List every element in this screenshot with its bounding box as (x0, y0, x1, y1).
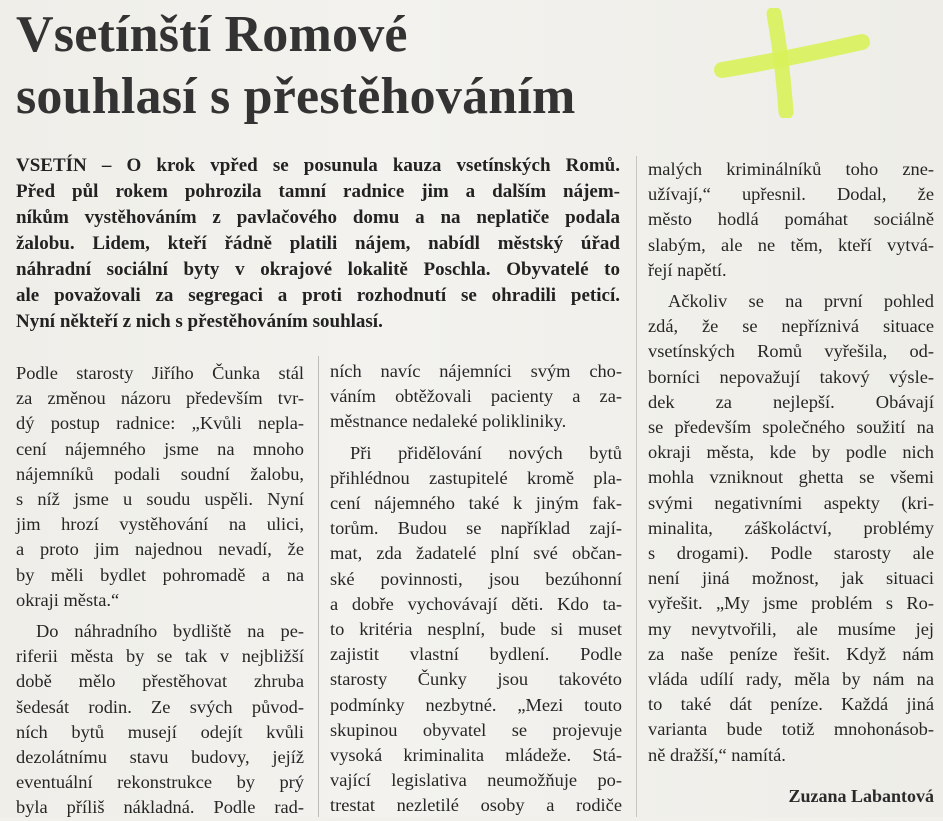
text-line: vající legislativa neumožňuje po- (330, 770, 622, 791)
text-line: řejí napětí. (648, 259, 727, 280)
text-line: trestat nezletilé osoby a rodiče (330, 795, 622, 816)
text-line: svými negativními aspekty (kri- (648, 492, 934, 513)
text-line: není jiná možnost, jak situaci (648, 568, 934, 589)
text-line: ně dražší,“ namítá. (648, 744, 786, 765)
text-line: cení nájemného jsme na mnoho (16, 438, 304, 459)
text-line: eventuální rekonstrukce by prý (16, 772, 304, 793)
column-divider (636, 156, 637, 817)
text-line: Před půl rokem pohrozila tamní radnice jim a dalším nájem- (16, 181, 620, 202)
text-line: Podle starosty Jiřího Čunka stál (16, 363, 304, 383)
text-line: užívají,“ upřesnil. Dodal, že (648, 184, 934, 205)
text-line: riferii města by se tak v nejbližší (16, 646, 304, 667)
headline-line-1: Vsetínští Romové (16, 6, 408, 63)
text-line: a dobře vychovávají děti. Kdo ta- (330, 593, 622, 614)
text-line: městnance nedaleké polikliniky. (330, 411, 567, 432)
text-line: váním obtěžovali pacienty a za- (330, 386, 622, 407)
article-column-2 (330, 359, 622, 819)
text-line: žalobu. Lidem, kteří řádně platili nájem, nabídl městský úřad (16, 233, 620, 254)
author-byline: Zuzana Labantová (788, 786, 934, 806)
text-line: zdá, že se nepříznivá situace (648, 316, 934, 337)
text-line: dezolátnímu stavu budovy, jejíž (16, 747, 304, 768)
text-line: dý postup radnice: „Kvůli nepla- (16, 413, 304, 434)
article-column-1 (16, 361, 304, 821)
text-line: vláda udílí rady, měla by nám na (648, 669, 934, 690)
text-line: okraji města.“ (16, 589, 120, 610)
text-line: by měli bydlet pohromadě a na (16, 564, 304, 585)
text-line: malých kriminálníků toho zne- (648, 159, 934, 179)
text-line: ské povinnosti, jsou bezúhonní (330, 568, 622, 589)
text-line: to také dát peníze. Každá jiná (648, 694, 934, 715)
text-line: mohla vzniknout ghetta se všemi (648, 467, 934, 488)
text-line: ních bytů musejí odejít kvůli (16, 721, 304, 742)
text-line: město hodlá pomáhat sociálně (648, 209, 934, 230)
text-line: dek za nejlepší. Obávají (648, 391, 934, 412)
text-line: VSETÍN – O krok vpřed se posunula kauza vsetínských Romů. (16, 155, 620, 176)
text-line: Nyní někteří z nich s přestěhováním souhlasí. (16, 311, 383, 332)
text-line: přihlédnou zastupitelé kromě pla- (330, 467, 622, 488)
text-line: za změnou názoru především tvr- (16, 388, 304, 409)
text-line: Do náhradního bydliště na pe- (36, 621, 304, 642)
text-line: skupinou obyvatel se projevuje (330, 719, 622, 740)
text-line: ale považovali za segregaci a proti rozhodnutí se ohradili peticí. (16, 285, 620, 306)
text-line: Při přidělování nových bytů (350, 442, 622, 463)
text-line: cení nájemného také k jiným fak- (330, 493, 622, 514)
text-line: s drogami). Podle starosty ale (648, 543, 934, 564)
text-line: náhradní sociální byty v okrajové lokalitě Poschla. Obyvatelé to (16, 259, 620, 280)
text-line: šedesát rodin. Ze svých původ- (16, 696, 304, 717)
text-line: vyřešit. „My jsme problém s Ro- (648, 593, 934, 614)
text-line: minalita, záškoláctví, problémy (648, 517, 934, 538)
text-line: mat, zda žadatelé plní své občan- (330, 543, 622, 564)
column-divider (318, 356, 319, 817)
text-line: Ačkoliv se na první pohled (668, 291, 934, 312)
text-line: slabým, ale ne těm, kteří vytvá- (648, 234, 934, 255)
text-line: byla příliš nákladná. Podle rad- (16, 797, 304, 818)
text-line: starosty Čunky jsou takovéto (330, 669, 622, 690)
text-line: za naše peníze řešit. Když nám (648, 643, 934, 664)
text-line: níkům vystěhováním z pavlačového domu a na neplatiče podala (16, 207, 620, 228)
text-line: to kritéria nesplní, bude si muset (330, 619, 622, 640)
text-line: vsetínských Romů vyřešila, od- (648, 341, 934, 362)
text-line: jim hrozí vystěhování na ulici, (16, 514, 304, 535)
headline-line-2: souhlasí s přestěhováním (16, 68, 576, 125)
text-line: s níž jsme u soudu uspěli. Nyní (16, 489, 304, 510)
article-lead-paragraph (16, 153, 620, 335)
text-line: době mělo přestěhovat zhruba (16, 671, 304, 692)
text-line: nájemníků podali soudní žalobu, (16, 463, 304, 484)
text-line: vysoká kriminalita mládeže. Stá- (330, 745, 622, 766)
text-line: borníci nepovažují takový výsle- (648, 366, 934, 387)
text-line: varianta bude totiž mnohonásob- (648, 719, 934, 740)
text-line: se především společného soužití na (648, 417, 934, 438)
text-line: okraji města, kde by podle nich (648, 442, 934, 463)
text-line: my nevytvořili, ale musíme jej (648, 618, 934, 639)
text-line: ních navíc nájemníci svým cho- (330, 361, 622, 381)
text-line: zajistit vlastní bydlení. Podle (330, 644, 622, 665)
highlighter-cross-mark (712, 8, 872, 118)
text-line: podmínky nezbytné. „Mezi touto (330, 694, 622, 715)
article-headline (16, 4, 716, 128)
text-line: torům. Budou se například zají- (330, 518, 622, 539)
article-column-3 (648, 157, 934, 768)
text-line: a proto jim najednou nevadí, že (16, 539, 304, 560)
